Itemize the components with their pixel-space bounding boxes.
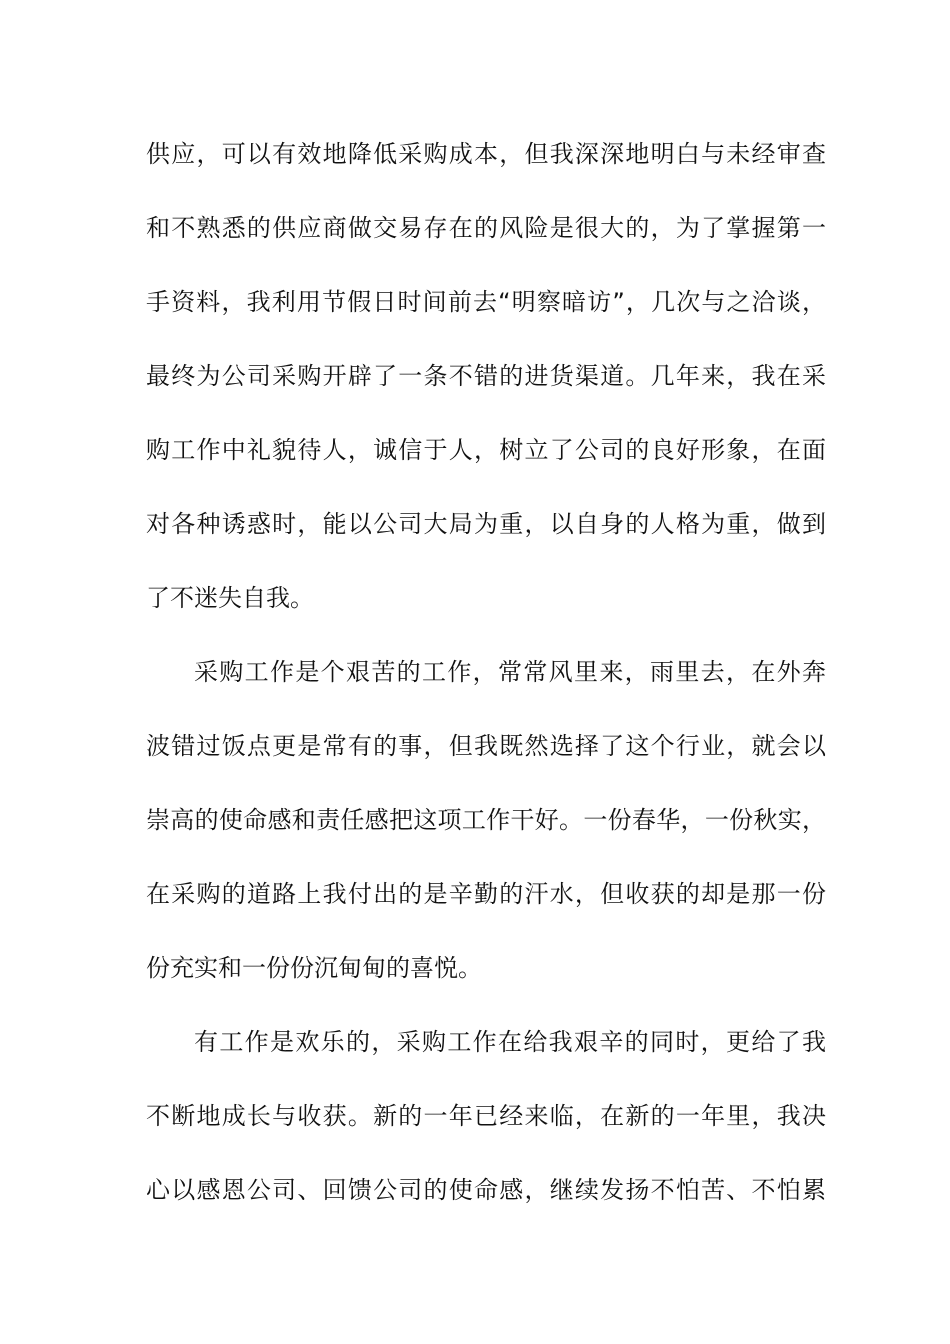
document-body <box>146 128 826 1238</box>
text-line-6: 对各种诱惑时，能以公司大局为重，以自身的人格为重，做到 <box>146 510 826 538</box>
text-line-8: 采购工作是个艰苦的工作，常常风里来，雨里去，在外奔 <box>194 658 826 686</box>
text-line-10: 崇高的使命感和责任感把这项工作干好。一份春华，一份秋实， <box>146 806 826 834</box>
text-line-11: 在采购的道路上我付出的是辛勤的汗水，但收获的却是那一份 <box>146 880 826 908</box>
text-line-3: 手资料，我利用节假日时间前去“明察暗访”，几次与之洽谈， <box>146 288 826 316</box>
text-line-9: 波错过饭点更是常有的事，但我既然选择了这个行业，就会以 <box>146 732 826 760</box>
text-line-7: 了不迷失自我。 <box>146 584 314 612</box>
text-line-1: 供应，可以有效地降低采购成本，但我深深地明白与未经审查 <box>146 140 826 168</box>
text-line-15: 心以感恩公司、回馈公司的使命感，继续发扬不怕苦、不怕累 <box>146 1176 826 1204</box>
text-line-2: 和不熟悉的供应商做交易存在的风险是很大的，为了掌握第一 <box>146 214 826 242</box>
text-line-13: 有工作是欢乐的，采购工作在给我艰辛的同时，更给了我 <box>194 1028 826 1056</box>
text-line-4: 最终为公司采购开辟了一条不错的进货渠道。几年来，我在采 <box>146 362 826 390</box>
text-line-14: 不断地成长与收获。新的一年已经来临，在新的一年里，我决 <box>146 1102 826 1130</box>
text-line-12: 份充实和一份份沉甸甸的喜悦。 <box>146 954 482 982</box>
text-line-5: 购工作中礼貌待人，诚信于人，树立了公司的良好形象，在面 <box>146 436 826 464</box>
